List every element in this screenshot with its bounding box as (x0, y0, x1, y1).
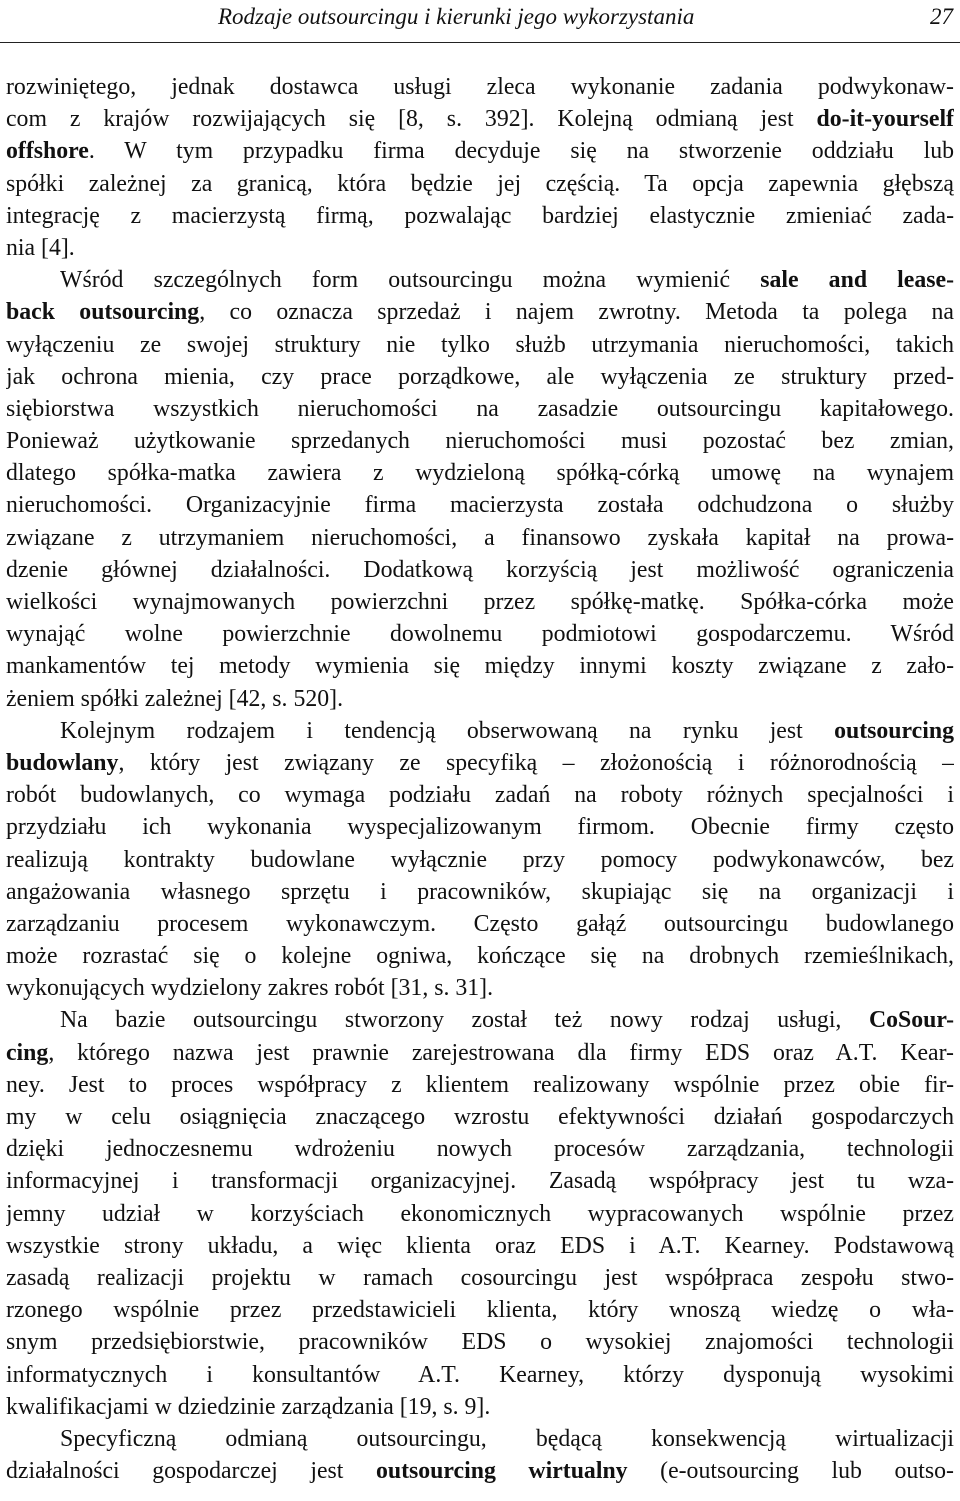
text-line (6, 972, 954, 1004)
bold-term: cing (6, 1039, 49, 1066)
text-line (6, 844, 954, 876)
text-segment: informacyjnej i transformacji organizacyjnej. Zasadą współpracy jest tu wza- (6, 1168, 954, 1195)
text-line (6, 650, 954, 682)
text-segment: Ponieważ użytkowanie sprzedanych nieruchomości musi pozostać bez zmian, (6, 428, 954, 455)
text-line (6, 618, 954, 650)
text-segment: Wśród szczególnych form outsourcingu można wymienić (60, 267, 761, 294)
text-segment: związane z utrzymaniem nieruchomości, a finansowo zyskała kapitał na prowa- (6, 524, 954, 551)
text-line (6, 1294, 954, 1326)
text-line (6, 1101, 954, 1133)
text-line (6, 747, 954, 779)
text-line (6, 715, 954, 747)
text-line (6, 1004, 954, 1036)
text-segment: (e-outsourcing lub outso- (627, 1458, 954, 1485)
text-segment: kwalifikacjami w dziedzinie zarządzania [19, s. 9]. (6, 1393, 491, 1420)
bold-term: outsourcing (834, 717, 954, 744)
text-segment: dzięki jednoczesnemu wdrożeniu nowych procesów zarządzania, technologii (6, 1136, 954, 1163)
text-line (6, 1133, 954, 1165)
text-segment: nieruchomości. Organizacyjnie firma macierzysta została odchudzona o służby (6, 492, 954, 519)
text-segment: rozwiniętego, jednak dostawca usługi zleca wykonanie zadania podwykonaw- (6, 74, 954, 100)
bold-term: do-it-yourself (816, 106, 954, 133)
text-segment: jak ochrona mienia, czy prace porządkowe, ale wyłączenia ze struktury przed- (6, 363, 954, 390)
text-segment: integrację z macierzystą firmą, pozwalając bardziej elastycznie zmieniać zada- (6, 202, 954, 229)
text-line (6, 1455, 954, 1487)
text-line (6, 779, 954, 811)
text-segment: spółki zależnej za granicą, która będzie jej częścią. Ta opcja zapewnia głębszą (6, 170, 954, 197)
running-title: Rodzaje outsourcingu i kierunki jego wykorzystania (218, 4, 695, 29)
text-line (6, 554, 954, 586)
text-line (6, 1069, 954, 1101)
text-segment: . W tym przypadku firma decyduje się na stworzenie oddziału lub (88, 138, 954, 165)
text-line (6, 1165, 954, 1197)
text-line (6, 168, 954, 200)
text-segment: zarządzaniu procesem wykonawczym. Często gałąź outsourcingu budowlanego (6, 910, 954, 937)
text-segment: my w celu osiągnięcia znaczącego wzrostu efektywności działań gospodarczych (6, 1104, 954, 1130)
text-segment: Kolejnym rodzajem i tendencją obserwowaną na rynku jest (60, 717, 835, 744)
text-segment: , którego nazwa jest prawnie zarejestrowana dla firmy EDS oraz A.T. Kear- (48, 1039, 954, 1066)
text-line (6, 1359, 954, 1391)
text-segment: angażowania własnego sprzętu i pracowników, skupiając się na organizacji i (6, 878, 954, 905)
text-segment: siębiorstwa wszystkich nieruchomości na zasadzie outsourcingu kapitałowego. (6, 395, 954, 422)
text-line (6, 296, 954, 328)
text-segment: wyłączeniu ze swojej struktury nie tylko służb utrzymania nieruchomości, takich (6, 331, 954, 358)
text-line (6, 393, 954, 425)
text-segment: nia [4]. (6, 234, 75, 261)
bold-term: sale and lease- (760, 267, 954, 294)
text-line (6, 200, 954, 232)
text-segment: wynająć wolne powierzchnie dowolnemu podmiotowi gospodarczemu. Wśród (6, 621, 954, 648)
text-line (6, 1037, 954, 1069)
text-segment: com z krajów rozwijających się [8, s. 392]. Kolejną odmianą jest (6, 106, 817, 133)
text-segment: informatycznych i konsultantów A.T. Kearney, którzy dysponują wysokimi (6, 1361, 954, 1388)
text-segment: zasadą realizacji projektu w ramach cosourcingu jest współpraca zespołu stwo- (6, 1264, 954, 1291)
text-line (6, 876, 954, 908)
text-segment: realizują kontrakty budowlane wyłącznie przy pomocy podwykonawców, bez (6, 846, 954, 873)
text-line (6, 103, 954, 135)
text-segment: snym przedsiębiorstwie, pracowników EDS o wysokiej znajomości technologii (6, 1329, 954, 1356)
text-segment: jemny udział w korzyściach ekonomicznych wypracowanych wspólnie przez (6, 1200, 954, 1227)
text-line (6, 232, 954, 264)
text-segment: przydziału ich wykonania wyspecjalizowanym firmom. Obecnie firmy często (6, 814, 954, 841)
bold-term: outsourcing wirtualny (375, 1458, 628, 1485)
text-segment: ney. Jest to proces współpracy z klientem realizowany wspólnie przez obie fir- (6, 1071, 954, 1098)
text-line (6, 586, 954, 618)
text-line (6, 940, 954, 972)
text-segment: wykonujących wydzielony zakres robót [31, s. 31]. (6, 975, 494, 1002)
text-line (6, 1326, 954, 1358)
text-line (6, 683, 954, 715)
text-segment: wielkości wynajmowanych powierzchni przez spółkę-matkę. Spółka-córka może (6, 589, 954, 615)
text-segment: może rozrastać się o kolejne ogniwa, kończące się na drobnych rzemieślnikach, (6, 943, 954, 970)
text-line (6, 1262, 954, 1294)
body-text (6, 71, 954, 1487)
text-line (6, 329, 954, 361)
text-segment: dlatego spółka-matka zawiera z wydzieloną spółką-córką umowę na wynajem (6, 460, 954, 487)
text-line (6, 135, 954, 167)
text-line (6, 361, 954, 393)
bold-term: offshore (6, 138, 89, 165)
bold-term: back outsourcing (6, 299, 200, 326)
text-segment: żeniem spółki zależnej [42, s. 520]. (6, 685, 344, 712)
bold-term: CoSour- (868, 1007, 954, 1034)
text-line (6, 489, 954, 521)
text-line (6, 522, 954, 554)
text-segment: , który jest związany ze specyfiką – złożonością i różnorodnością – (118, 749, 954, 776)
text-line (6, 1230, 954, 1262)
text-segment: rzonego wspólnie przez przedstawicieli klienta, który wnoszą wiedzę o wła- (6, 1297, 954, 1324)
bold-term: budowlany (6, 749, 119, 776)
text-segment: dzenie głównej działalności. Dodatkową korzyścią jest możliwość ograniczenia (6, 556, 954, 583)
text-line (6, 425, 954, 457)
text-segment: działalności gospodarczej jest (6, 1458, 376, 1485)
text-line (6, 264, 954, 296)
text-segment: wszystkie strony układu, a więc klienta oraz EDS i A.T. Kearney. Podstawową (6, 1232, 954, 1259)
text-segment: , co oznacza sprzedaż i najem zwrotny. Metoda ta polega na (199, 299, 954, 326)
text-line (6, 1391, 954, 1423)
text-line (6, 71, 954, 103)
text-line (6, 457, 954, 489)
page-header (0, 0, 960, 43)
text-line (6, 1198, 954, 1230)
text-segment: mankamentów tej metody wymienia się między innymi koszty związane z zało- (6, 653, 954, 680)
text-line (6, 811, 954, 843)
page-number: 27 (930, 4, 953, 29)
text-segment: robót budowlanych, co wymaga podziału zadań na roboty różnych specjalności i (6, 782, 954, 809)
text-segment: Na bazie outsourcingu stworzony został też nowy rodzaj usługi, (60, 1007, 869, 1034)
text-segment: Specyficzną odmianą outsourcingu, będącą konsekwencją wirtualizacji (60, 1425, 954, 1452)
text-line (6, 1423, 954, 1455)
text-line (6, 908, 954, 940)
